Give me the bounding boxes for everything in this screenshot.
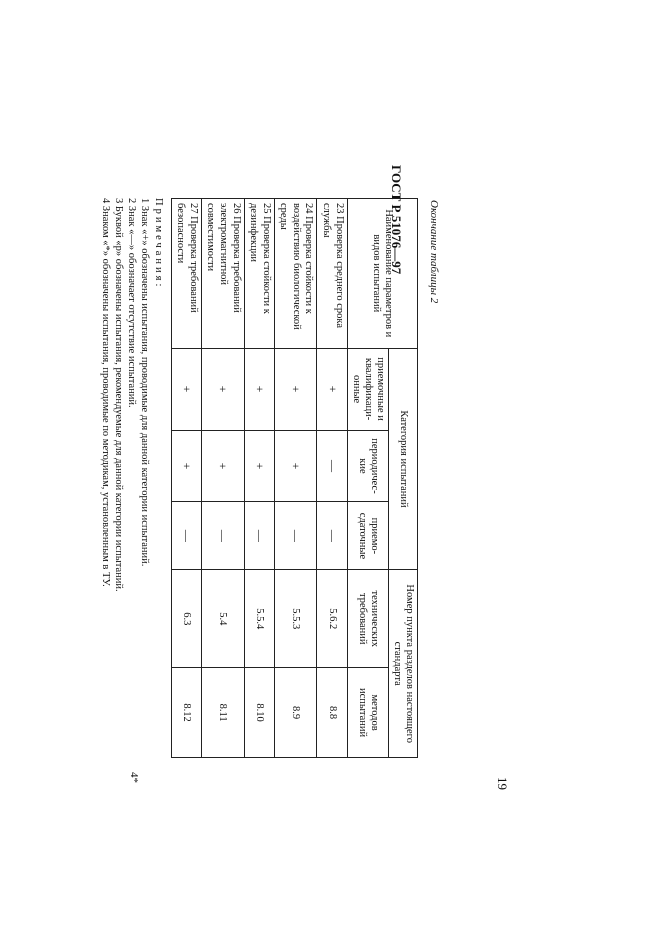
col-header-name: Наименование параметров и видов испытаний bbox=[347, 199, 417, 349]
cell-tech: 5.4 bbox=[201, 570, 244, 668]
cell-cat1: + bbox=[171, 348, 201, 430]
row-name: 26 Проверка требований электромагнитной совместимости bbox=[201, 199, 244, 349]
col-header-acceptance: приемочные и квалификаци-онные bbox=[347, 348, 388, 430]
table-caption: Окончание таблицы 2 bbox=[428, 200, 440, 304]
note-item: 3 Буквой «р» обозначены испытания, рекомендуемые для данной категории испытаний. bbox=[113, 198, 125, 592]
row-name: 25 Проверка стойкости к дезинфекции bbox=[244, 199, 274, 349]
cell-cat2: — bbox=[317, 430, 347, 502]
cell-cat1: + bbox=[201, 348, 244, 430]
col-header-tech-requirements: технических требований bbox=[347, 570, 388, 668]
cell-cat2: + bbox=[171, 430, 201, 502]
table-notes bbox=[99, 198, 165, 758]
standard-code: ГОСТ Р 51076—97 bbox=[389, 165, 404, 275]
cell-cat1: + bbox=[317, 348, 347, 430]
group-header-sections: Номер пункта разделов настоящего стандарта bbox=[388, 570, 417, 758]
cell-tech: 6.3 bbox=[171, 570, 201, 668]
cell-cat3: — bbox=[244, 502, 274, 570]
cell-cat1: + bbox=[274, 348, 317, 430]
cell-method: 8.11 bbox=[201, 668, 244, 758]
cell-cat3: — bbox=[201, 502, 244, 570]
notes-title: Примечания: bbox=[152, 198, 164, 290]
test-table bbox=[171, 198, 418, 758]
page-number: 19 bbox=[495, 777, 510, 790]
col-header-delivery: приемо-сдаточные bbox=[347, 502, 388, 570]
table-row bbox=[201, 199, 244, 758]
sheet-mark: 4* bbox=[128, 772, 140, 783]
cell-cat2: + bbox=[201, 430, 244, 502]
cell-cat1: + bbox=[244, 348, 274, 430]
cell-tech: 5.6.2 bbox=[317, 570, 347, 668]
note-item: 4 Знаком «*» обозначены испытания, проводимые по методикам, установленным в ТУ. bbox=[100, 198, 112, 587]
col-header-test-methods: методов испытаний bbox=[347, 668, 388, 758]
cell-method: 8.8 bbox=[317, 668, 347, 758]
note-item: 1 Знак «+» обозначены испытания, проводимые для данной категории испытаний. bbox=[139, 198, 151, 567]
table-row bbox=[317, 199, 347, 758]
row-name: 24 Проверка стойкости к воздействию биологической среды bbox=[274, 199, 317, 349]
cell-cat3: — bbox=[274, 502, 317, 570]
note-item: 2 Знак «—» обозначает отсутствие испытаний. bbox=[126, 198, 138, 408]
table-row bbox=[171, 199, 201, 758]
col-header-periodic: периодичес-кие bbox=[347, 430, 388, 502]
group-header-category: Категория испытаний bbox=[388, 348, 417, 570]
cell-cat2: + bbox=[274, 430, 317, 502]
row-name: 23 Проверка среднего срока службы bbox=[317, 199, 347, 349]
cell-method: 8.10 bbox=[244, 668, 274, 758]
rotated-table-block bbox=[100, 198, 440, 758]
cell-cat3: — bbox=[317, 502, 347, 570]
cell-method: 8.9 bbox=[274, 668, 317, 758]
cell-cat2: + bbox=[244, 430, 274, 502]
row-name: 27 Проверка требований безопасности bbox=[171, 199, 201, 349]
cell-method: 8.12 bbox=[171, 668, 201, 758]
table-row bbox=[244, 199, 274, 758]
cell-tech: 5.5.4 bbox=[244, 570, 274, 668]
cell-tech: 5.5.3 bbox=[274, 570, 317, 668]
table-row bbox=[274, 199, 317, 758]
cell-cat3: — bbox=[171, 502, 201, 570]
